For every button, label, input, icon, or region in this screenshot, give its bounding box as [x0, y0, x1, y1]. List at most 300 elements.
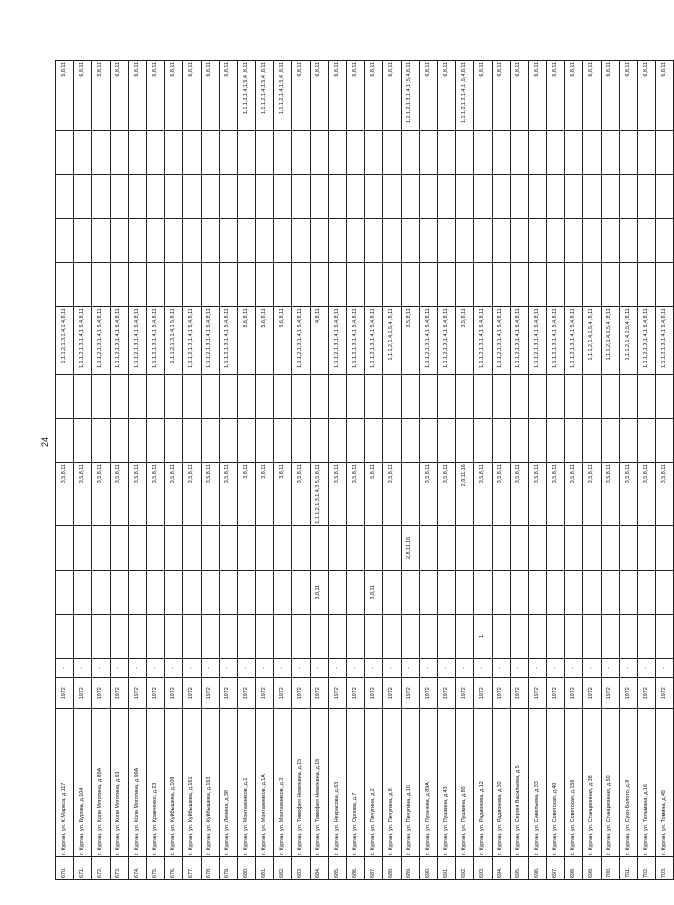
value-cell: [565, 263, 583, 307]
value-cell: [146, 130, 164, 174]
value-cell: [510, 219, 528, 263]
value-cell: [601, 174, 619, 218]
table-row: [328, 61, 346, 880]
table-row: [656, 61, 674, 880]
value-cell: [365, 174, 383, 218]
value-cell: 1,1.1,2,1.3,1.4,1 5,4,8,11: [474, 307, 492, 374]
value-cell: [383, 174, 401, 218]
value-cell: 1,1.1,2,1.4,1,5,4 ,8,11: [583, 307, 601, 374]
value-cell: [110, 263, 128, 307]
dash-cell: -: [510, 658, 528, 677]
value-cell: 6,8,11: [638, 61, 656, 131]
dash-cell: -: [638, 658, 656, 677]
value-cell: [437, 130, 455, 174]
value-cell: [547, 418, 565, 462]
dash-cell: -: [237, 658, 255, 677]
dash-cell: -: [274, 658, 292, 677]
value-cell: [510, 174, 528, 218]
row-number-cell: 680.: [237, 856, 255, 879]
value-cell: [492, 130, 510, 174]
value-cell: [638, 526, 656, 570]
value-cell: [365, 130, 383, 174]
year-cell: 1972: [365, 677, 383, 709]
value-cell: [201, 263, 219, 307]
value-cell: [274, 374, 292, 418]
value-cell: [183, 374, 201, 418]
value-cell: [128, 263, 146, 307]
dash-cell: -: [656, 658, 674, 677]
address-cell: г. Курган, ул. Ленина, д.38: [219, 709, 237, 856]
value-cell: [492, 263, 510, 307]
value-cell: 3,5,8,11: [437, 463, 455, 526]
table-row: [401, 61, 419, 880]
page-number: 24: [40, 436, 50, 447]
value-cell: [601, 614, 619, 658]
year-cell: 1972: [256, 677, 274, 709]
year-cell: 1972: [146, 677, 164, 709]
value-cell: [183, 526, 201, 570]
value-cell: [201, 374, 219, 418]
value-cell: [201, 526, 219, 570]
value-cell: 3,5,8,11: [74, 463, 92, 526]
value-cell: [601, 374, 619, 418]
value-cell: [201, 219, 219, 263]
row-number-cell: 689.: [401, 856, 419, 879]
value-cell: 1,1.1,2,1.3,1.4,1 5,4,8,11: [128, 307, 146, 374]
value-cell: [492, 374, 510, 418]
value-cell: [565, 219, 583, 263]
value-cell: [256, 174, 274, 218]
value-cell: [110, 418, 128, 462]
value-cell: [601, 526, 619, 570]
year-cell: 1972: [328, 677, 346, 709]
year-cell: 1972: [656, 677, 674, 709]
row-number-cell: 678.: [201, 856, 219, 879]
value-cell: [165, 219, 183, 263]
table-row: [74, 61, 92, 880]
value-cell: 6,8,11: [146, 61, 164, 131]
row-number-cell: 703.: [656, 856, 674, 879]
value-cell: [328, 374, 346, 418]
value-cell: [437, 570, 455, 614]
value-cell: 1,1.1,2,1.4,1,5,4 ,8,11: [237, 61, 255, 131]
value-cell: [437, 526, 455, 570]
value-cell: [510, 263, 528, 307]
value-cell: [456, 263, 474, 307]
value-cell: [292, 526, 310, 570]
value-cell: [310, 130, 328, 174]
value-cell: 6,8,11: [656, 61, 674, 131]
year-cell: 1972: [565, 677, 583, 709]
address-cell: г. Курган, ул. Пугачева, д.89А: [419, 709, 437, 856]
year-cell: 1972: [437, 677, 455, 709]
value-cell: [638, 374, 656, 418]
value-cell: [474, 263, 492, 307]
value-cell: [128, 526, 146, 570]
dash-cell: -: [419, 658, 437, 677]
value-cell: 3,5,8,11: [128, 463, 146, 526]
value-cell: [110, 570, 128, 614]
value-cell: [92, 418, 110, 462]
value-cell: [146, 263, 164, 307]
value-cell: [510, 526, 528, 570]
value-cell: 6,8,11: [474, 61, 492, 131]
value-cell: [328, 418, 346, 462]
year-cell: 1972: [219, 677, 237, 709]
value-cell: [365, 263, 383, 307]
value-cell: [619, 374, 637, 418]
value-cell: 3,5,8,11: [510, 463, 528, 526]
value-cell: 3,5,8,11: [328, 463, 346, 526]
dash-cell: -: [183, 658, 201, 677]
row-number-cell: 683.: [292, 856, 310, 879]
address-cell: г. Курган, ул. К.Маркса, д.117: [56, 709, 74, 856]
value-cell: [419, 570, 437, 614]
value-cell: [474, 526, 492, 570]
value-cell: [383, 418, 401, 462]
value-cell: [274, 219, 292, 263]
value-cell: [328, 614, 346, 658]
value-cell: [601, 130, 619, 174]
value-cell: 6,8,11: [110, 61, 128, 131]
address-cell: г. Курган, ул. Монтажников, д.1: [237, 709, 255, 856]
row-number-cell: 695.: [510, 856, 528, 879]
year-cell: 1972: [274, 677, 292, 709]
value-cell: [619, 614, 637, 658]
value-cell: 3,8,11: [310, 570, 328, 614]
value-cell: [92, 174, 110, 218]
row-number-cell: 676.: [165, 856, 183, 879]
value-cell: [510, 614, 528, 658]
year-cell: 1972: [601, 677, 619, 709]
value-cell: [547, 174, 565, 218]
value-cell: [128, 570, 146, 614]
value-cell: [74, 570, 92, 614]
value-cell: [656, 130, 674, 174]
value-cell: [510, 130, 528, 174]
value-cell: [274, 174, 292, 218]
value-cell: 3,5,8,11: [292, 463, 310, 526]
table-row: [347, 61, 365, 880]
value-cell: [74, 526, 92, 570]
value-cell: [474, 174, 492, 218]
value-cell: [565, 374, 583, 418]
table-row: [510, 61, 528, 880]
table-row: [92, 61, 110, 880]
value-cell: [528, 174, 546, 218]
value-cell: [419, 374, 437, 418]
value-cell: [365, 219, 383, 263]
value-cell: [146, 374, 164, 418]
value-cell: [219, 418, 237, 462]
value-cell: [328, 130, 346, 174]
value-cell: [565, 526, 583, 570]
table-row: [365, 61, 383, 880]
address-cell: г. Курган, ул. Тимофея Невежина, д.16: [310, 709, 328, 856]
value-cell: [92, 570, 110, 614]
dash-cell: -: [74, 658, 92, 677]
value-cell: 1,1.1,2,1.3,1.4,1 5,4,8,11: [419, 307, 437, 374]
year-cell: 1972: [347, 677, 365, 709]
dash-cell: -: [601, 658, 619, 677]
dash-cell: -: [56, 658, 74, 677]
dash-cell: -: [437, 658, 455, 677]
value-cell: [492, 174, 510, 218]
address-cell: г. Курган, ул. Пичугина, д.2: [365, 709, 383, 856]
value-cell: 6,8,11: [347, 61, 365, 131]
value-cell: 6,8,11: [383, 61, 401, 131]
address-cell: г. Курган, ул. Бурова, д.104: [74, 709, 92, 856]
value-cell: [565, 570, 583, 614]
value-cell: [456, 418, 474, 462]
row-number-cell: 681.: [256, 856, 274, 879]
value-cell: 6,8,11: [528, 61, 546, 131]
value-cell: [401, 374, 419, 418]
value-cell: 1,1.1,2,1.3,1.4,1 5,8,11: [165, 307, 183, 374]
value-cell: 3,8,11: [365, 570, 383, 614]
value-cell: 3,5,8,11: [419, 463, 437, 526]
dash-cell: -: [310, 658, 328, 677]
value-cell: [383, 219, 401, 263]
value-cell: [437, 374, 455, 418]
value-cell: [419, 526, 437, 570]
value-cell: [619, 526, 637, 570]
value-cell: [56, 263, 74, 307]
row-number-cell: 692.: [456, 856, 474, 879]
value-cell: [528, 263, 546, 307]
value-cell: [292, 219, 310, 263]
value-cell: 6,8,11: [619, 61, 637, 131]
address-cell: г. Курган, ул. Советская, д.156: [565, 709, 583, 856]
value-cell: [583, 263, 601, 307]
value-cell: [292, 130, 310, 174]
value-cell: [347, 174, 365, 218]
value-cell: [547, 263, 565, 307]
value-cell: 1,1.1,2,1.3,1.4,1 5,4,8,11: [292, 307, 310, 374]
value-cell: 5,8,11: [92, 61, 110, 131]
value-cell: [310, 418, 328, 462]
value-cell: [292, 263, 310, 307]
value-cell: [92, 374, 110, 418]
value-cell: [456, 526, 474, 570]
value-cell: [401, 614, 419, 658]
value-cell: [401, 219, 419, 263]
value-cell: 1,1.1,2,1.3,1.4,1 5,4,8,11: [328, 307, 346, 374]
value-cell: [183, 263, 201, 307]
value-cell: [201, 570, 219, 614]
value-cell: [347, 418, 365, 462]
table-row: [292, 61, 310, 880]
value-cell: [165, 570, 183, 614]
value-cell: [92, 130, 110, 174]
value-cell: [528, 526, 546, 570]
value-cell: 3,8,11: [274, 463, 292, 526]
value-cell: [146, 570, 164, 614]
value-cell: [528, 570, 546, 614]
value-cell: [274, 130, 292, 174]
address-cell: г. Курган, ул. Савельева, д.33: [528, 709, 546, 856]
value-cell: [619, 174, 637, 218]
address-cell: г. Курган, ул. Коли Мяготина, д.89А: [92, 709, 110, 856]
table-row: [383, 61, 401, 880]
value-cell: 3,5,8,11: [601, 463, 619, 526]
value-cell: [638, 174, 656, 218]
year-cell: 1972: [110, 677, 128, 709]
value-cell: [183, 130, 201, 174]
value-cell: 1,1.1,2,1.3,1.4,1 5,4,8,11: [183, 307, 201, 374]
dash-cell: -: [401, 658, 419, 677]
value-cell: 6,8,11: [165, 61, 183, 131]
value-cell: 3,5,8,11: [492, 463, 510, 526]
value-cell: [237, 614, 255, 658]
table-row: [474, 61, 492, 880]
value-cell: 3,5,8,11: [183, 463, 201, 526]
value-cell: [56, 174, 74, 218]
value-cell: [92, 219, 110, 263]
year-cell: 1972: [456, 677, 474, 709]
value-cell: [619, 130, 637, 174]
dash-cell: -: [492, 658, 510, 677]
value-cell: 6,8,11: [365, 61, 383, 131]
address-cell: г. Курган, ул. Коли Мяготина, д.99А: [128, 709, 146, 856]
value-cell: [474, 374, 492, 418]
value-cell: [56, 418, 74, 462]
value-cell: [437, 174, 455, 218]
value-cell: [437, 263, 455, 307]
year-cell: 1972: [528, 677, 546, 709]
value-cell: [56, 374, 74, 418]
year-cell: 1972: [638, 677, 656, 709]
year-cell: 1972: [201, 677, 219, 709]
value-cell: [310, 174, 328, 218]
value-cell: [237, 418, 255, 462]
value-cell: [583, 614, 601, 658]
address-cell: г. Курган, ул. Радионова, д.12: [474, 709, 492, 856]
value-cell: [128, 219, 146, 263]
value-cell: [74, 418, 92, 462]
row-number-cell: 691.: [437, 856, 455, 879]
value-cell: [510, 570, 528, 614]
value-cell: [165, 174, 183, 218]
value-cell: [547, 374, 565, 418]
value-cell: [219, 570, 237, 614]
value-cell: 3,8,11: [237, 463, 255, 526]
value-cell: [437, 219, 455, 263]
row-number-cell: 701.: [619, 856, 637, 879]
value-cell: [619, 418, 637, 462]
value-cell: [310, 614, 328, 658]
dash-cell: -: [347, 658, 365, 677]
value-cell: [365, 418, 383, 462]
value-cell: [292, 570, 310, 614]
year-cell: 1972: [547, 677, 565, 709]
value-cell: [110, 614, 128, 658]
value-cell: [656, 526, 674, 570]
value-cell: [201, 418, 219, 462]
address-cell: г. Курган, ул. Сергея Васильева, д.5: [510, 709, 528, 856]
value-cell: [110, 374, 128, 418]
value-cell: [274, 614, 292, 658]
value-cell: 1,1.1,2,1.3,1.4,1 5,4,8,11: [492, 307, 510, 374]
address-cell: г. Курган, ул. Коли Мяготина, д.91: [110, 709, 128, 856]
row-number-cell: 688.: [383, 856, 401, 879]
value-cell: [638, 263, 656, 307]
address-cell: г. Курган, ул. Куйбышева, д.161: [183, 709, 201, 856]
value-cell: [656, 174, 674, 218]
table-row: [547, 61, 565, 880]
address-cell: г. Курган, ул. Станционная, д.50: [601, 709, 619, 856]
value-cell: [419, 418, 437, 462]
table-row: [274, 61, 292, 880]
value-cell: [638, 570, 656, 614]
value-cell: 1,1.1,2,1.3,1.4,1 5,4,8,11: [365, 307, 383, 374]
value-cell: [92, 614, 110, 658]
value-cell: [165, 418, 183, 462]
value-cell: 3,5,8,11: [528, 463, 546, 526]
value-cell: [601, 418, 619, 462]
value-cell: [219, 374, 237, 418]
value-cell: [547, 526, 565, 570]
value-cell: 4,8,11: [310, 307, 328, 374]
dash-cell: -: [292, 658, 310, 677]
value-cell: [419, 219, 437, 263]
row-number-cell: 682.: [274, 856, 292, 879]
value-cell: [401, 570, 419, 614]
value-cell: 5,6,8,11: [256, 307, 274, 374]
value-cell: [237, 374, 255, 418]
year-cell: 1972: [183, 677, 201, 709]
value-cell: 3,5,8,11: [656, 463, 674, 526]
year-cell: 1972: [310, 677, 328, 709]
value-cell: [583, 570, 601, 614]
value-cell: 1,1.1,2,1.3,1.4,1 5,4,8,11: [146, 307, 164, 374]
year-cell: 1972: [619, 677, 637, 709]
rotated-table-container: [55, 60, 674, 880]
value-cell: [583, 418, 601, 462]
value-cell: 6,8,11: [492, 61, 510, 131]
value-cell: 3,5,8,11: [565, 463, 583, 526]
dash-cell: -: [528, 658, 546, 677]
value-cell: [474, 570, 492, 614]
value-cell: [92, 263, 110, 307]
value-cell: [619, 263, 637, 307]
year-cell: 1972: [292, 677, 310, 709]
value-cell: [310, 374, 328, 418]
value-cell: 1: [474, 614, 492, 658]
value-cell: [219, 130, 237, 174]
value-cell: [638, 418, 656, 462]
value-cell: [219, 614, 237, 658]
value-cell: [165, 526, 183, 570]
table-row: [528, 61, 546, 880]
table-row: [419, 61, 437, 880]
value-cell: [547, 219, 565, 263]
value-cell: 2,8,11,16: [401, 526, 419, 570]
value-cell: 6,8,11: [219, 61, 237, 131]
value-cell: [656, 374, 674, 418]
value-cell: 1,1.1,2,1.3,1.4,1 5,4,8,11: [638, 307, 656, 374]
address-cell: г. Курган, ул. Сухо-Болото, д.8: [619, 709, 637, 856]
value-cell: 6,8,11: [419, 61, 437, 131]
value-cell: [219, 174, 237, 218]
year-cell: 1972: [492, 677, 510, 709]
value-cell: [74, 374, 92, 418]
value-cell: 5,6,8,11: [237, 307, 255, 374]
row-number-cell: 675.: [146, 856, 164, 879]
value-cell: [128, 418, 146, 462]
value-cell: [528, 614, 546, 658]
dash-cell: -: [201, 658, 219, 677]
